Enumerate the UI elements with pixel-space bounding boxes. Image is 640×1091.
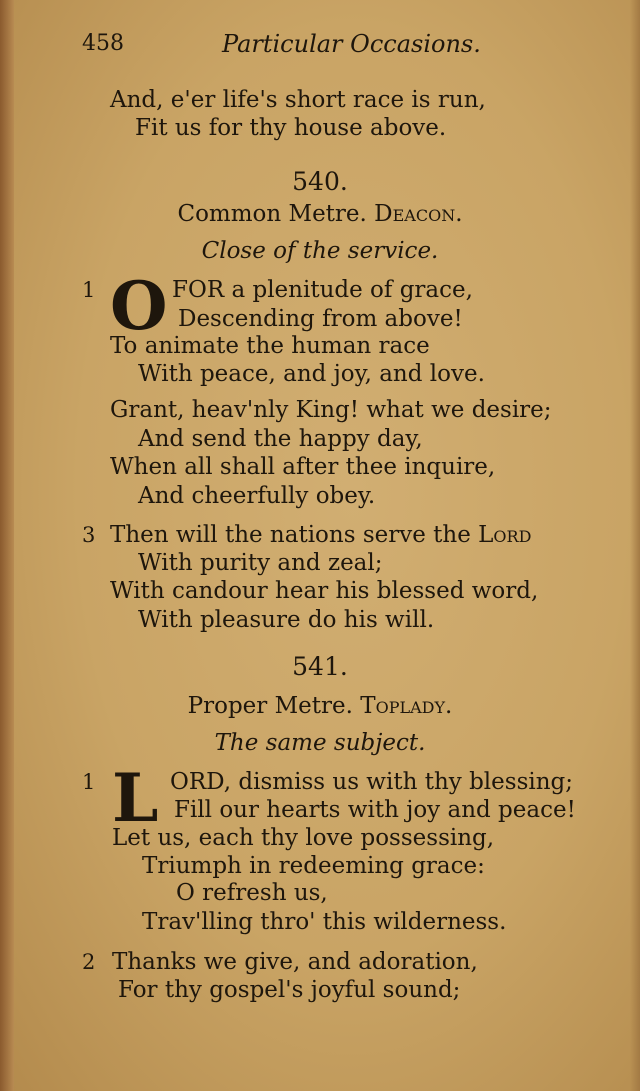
verse-line: Grant, heav'nly King! what we desire; (110, 397, 552, 423)
verse-text: Then will the nations serve the (110, 522, 479, 548)
drop-cap: L (112, 759, 159, 837)
page-number: 458 (82, 31, 124, 56)
verse-line: Trav'lling thro' this wilderness. (142, 909, 507, 935)
metre: Common Metre. (177, 201, 367, 227)
verse-line: Fit us for thy house above. (135, 115, 447, 141)
verse-line: Thanks we give, and adoration, (112, 949, 478, 975)
hymn-metre (0, 692, 640, 720)
verse-line: And cheerfully obey. (138, 483, 376, 509)
running-title: Particular Occasions. (222, 30, 481, 58)
stanza-number: 2 (82, 950, 96, 974)
hymn-number: 541. (292, 652, 348, 681)
verse-line: With candour hear his blessed word, (110, 578, 539, 604)
small-caps-word: Lord (478, 522, 532, 548)
page-binding-edge (0, 0, 14, 1091)
hymn-metre (0, 200, 640, 228)
verse-line: And, e'er life's short race is run, (110, 87, 486, 113)
stanza-number: 1 (82, 278, 96, 302)
verse-line: Triumph in redeeming grace: (142, 853, 485, 879)
drop-cap: O (110, 267, 168, 345)
stanza-number: 3 (82, 523, 96, 547)
verse-line: Descending from above! (178, 306, 463, 332)
stanza-number: 1 (82, 770, 96, 794)
metre: Proper Metre. (187, 693, 353, 719)
verse-line: O refresh us, (176, 880, 328, 906)
author: Toplady. (360, 693, 453, 719)
page-right-edge (630, 0, 640, 1091)
hymn-subject: Close of the service. (201, 238, 439, 264)
verse-line: When all shall after thee inquire, (110, 454, 496, 480)
hymn-number: 540. (292, 167, 348, 196)
verse-line: For thy gospel's joyful sound; (118, 977, 461, 1003)
author: Deacon. (374, 201, 463, 227)
verse-line: With pleasure do his will. (138, 607, 435, 633)
verse-line: With peace, and joy, and love. (138, 361, 485, 387)
verse-line: FOR a plenitude of grace, (172, 277, 473, 303)
verse-line (110, 521, 531, 549)
verse-line: ORD, dismiss us with thy blessing; (170, 769, 574, 795)
hymn-subject: The same subject. (214, 730, 426, 756)
verse-line: And send the happy day, (138, 426, 423, 452)
verse-line: To animate the human race (110, 333, 430, 359)
verse-line: Fill our hearts with joy and peace! (174, 797, 576, 823)
verse-line: Let us, each thy love possessing, (112, 825, 495, 851)
verse-line: With purity and zeal; (138, 550, 383, 576)
